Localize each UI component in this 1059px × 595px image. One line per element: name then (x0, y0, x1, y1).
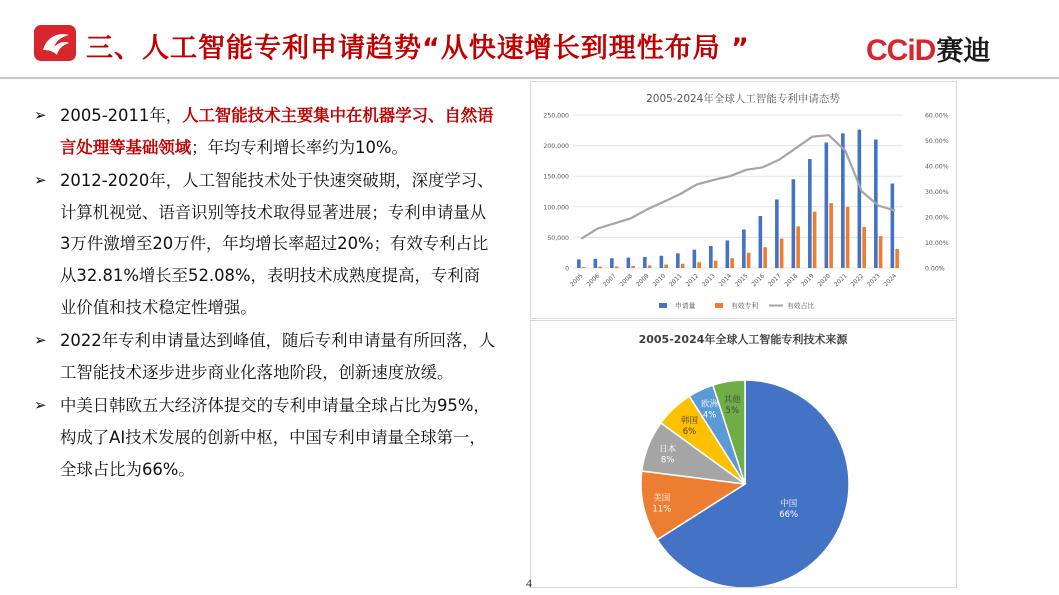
brand-logo (866, 29, 990, 68)
bar-申请量 (742, 229, 746, 268)
x-tick-label: 2011 (667, 272, 684, 289)
bar-有效专利 (697, 262, 701, 268)
pie-label: 中国 (780, 499, 798, 509)
brand-latin: CCiD (866, 34, 936, 67)
bar-申请量 (808, 159, 812, 268)
x-tick-label: 2006 (585, 272, 602, 289)
bar-申请量 (825, 143, 829, 268)
bar-申请量 (643, 257, 647, 268)
x-tick-label: 2008 (618, 272, 635, 289)
bar-有效专利 (648, 265, 652, 268)
bar-有效专利 (615, 266, 619, 268)
legend-swatch (659, 303, 667, 308)
legend-label: 有效占比 (787, 302, 815, 310)
bar-有效专利 (631, 266, 635, 268)
bullet-highlight: 人工智能技术主要集中在机器学习、自然语言处理等基础领域 (60, 106, 494, 157)
trend-chart (531, 82, 956, 318)
bar-有效专利 (730, 258, 734, 268)
chart-title: 2005-2024年全球人工智能专利申请态势 (646, 93, 840, 105)
bar-申请量 (759, 216, 763, 268)
arrow-bullet-icon: ➢ (34, 106, 47, 124)
x-tick-label: 2024 (882, 272, 899, 289)
arrow-bullet-icon: ➢ (34, 396, 47, 415)
bar-申请量 (693, 250, 697, 268)
bar-有效专利 (796, 226, 800, 268)
bar-有效专利 (895, 249, 899, 268)
pie-percent: 5% (725, 405, 740, 416)
source-pie-panel (530, 320, 957, 588)
bar-有效专利 (747, 253, 751, 268)
bar-申请量 (660, 256, 664, 268)
bar-有效专利 (813, 212, 817, 268)
y-tick-label: 250,000 (543, 112, 569, 120)
bar-有效专利 (879, 236, 883, 268)
bullet-item (34, 390, 496, 485)
bullet-text: 中美日韩欧五大经济体提交的专利申请量全球占比为95%，构成了AI技术发展的创新中枢，中国专利申请量全球第一，全球占比为66%。 (60, 396, 490, 479)
pie-label: 美国 (653, 493, 671, 504)
bullet-text-tail: ；年均专利增长率约为10%。 (191, 137, 408, 157)
bar-申请量 (627, 258, 631, 268)
header-divider (0, 77, 1059, 79)
bar-有效专利 (846, 207, 850, 268)
arrow-bullet-icon: ➢ (34, 171, 47, 190)
bullet-item (34, 325, 496, 388)
pie-label: 欧洲 (701, 399, 719, 410)
x-tick-label: 2007 (601, 272, 618, 289)
slide-title: 三、人工智能专利申请趋势“从快速增长到理性布局 ” (86, 33, 750, 64)
bar-申请量 (610, 258, 614, 268)
x-tick-label: 2022 (849, 272, 866, 289)
y2-tick-label: 20.00% (925, 214, 949, 222)
bullet-list (34, 100, 496, 487)
y-tick-label: 0 (565, 265, 569, 273)
bar-申请量 (577, 259, 581, 268)
x-tick-label: 2010 (651, 272, 668, 289)
page-number: 4 (526, 576, 532, 590)
bar-申请量 (775, 199, 779, 268)
x-tick-label: 2018 (783, 272, 800, 289)
y2-tick-label: 50.00% (925, 138, 949, 145)
x-tick-label: 2012 (684, 272, 701, 289)
bullet-text: 2022年专利申请量达到峰值，随后专利申请量有所回落，人工智能技术逐步进步商业化落地阶段，创新速度放缓。 (60, 331, 496, 382)
pie-percent: 4% (702, 410, 717, 421)
x-tick-label: 2016 (750, 272, 767, 289)
y-tick-label: 150,000 (543, 173, 569, 181)
bar-申请量 (676, 253, 680, 268)
x-tick-label: 2017 (766, 272, 783, 289)
arrow-bullet-icon: ➢ (34, 331, 47, 350)
y-tick-label: 50,000 (547, 234, 569, 242)
pie-percent: 66% (779, 510, 799, 520)
x-tick-label: 2023 (865, 272, 882, 289)
x-tick-label: 2009 (634, 272, 651, 289)
bar-有效专利 (598, 267, 602, 268)
x-tick-label: 2013 (700, 272, 717, 289)
bar-有效专利 (862, 227, 866, 268)
bar-有效专利 (582, 267, 586, 268)
x-tick-label: 2020 (816, 272, 833, 289)
x-tick-label: 2019 (799, 272, 816, 289)
bar-有效专利 (714, 261, 718, 268)
bar-有效专利 (829, 203, 833, 268)
y2-tick-label: 40.00% (925, 163, 949, 171)
bar-申请量 (792, 179, 796, 268)
legend-label: 有效专利 (731, 302, 759, 310)
bar-有效专利 (681, 264, 685, 268)
chart-title: 2005-2024年全球人工智能专利技术来源 (638, 333, 848, 346)
bar-申请量 (841, 133, 845, 268)
bar-有效专利 (780, 239, 784, 268)
pie-label: 其他 (723, 394, 741, 405)
brand-zh: 赛迪 (936, 36, 991, 66)
legend-swatch (715, 303, 723, 308)
logo-icon (34, 25, 76, 61)
source-pie-chart (531, 321, 956, 587)
bar-有效专利 (664, 265, 668, 268)
bar-有效专利 (763, 247, 767, 268)
pie-percent: 6% (682, 426, 697, 437)
x-tick-label: 2021 (832, 272, 849, 289)
bullet-item (34, 165, 496, 323)
trend-chart-panel (530, 81, 957, 319)
bullet-item (34, 100, 496, 163)
bar-申请量 (709, 246, 713, 268)
y-tick-label: 200,000 (543, 143, 569, 151)
x-tick-label: 2014 (717, 272, 734, 289)
pie-percent: 11% (652, 504, 672, 515)
y2-tick-label: 0.00% (925, 265, 945, 273)
slide-header (0, 0, 1059, 80)
bar-申请量 (858, 130, 862, 268)
y2-tick-label: 10.00% (925, 240, 949, 247)
bullet-text: 2005-2011年， (60, 106, 183, 125)
pie-label: 韩国 (680, 415, 699, 426)
pie-label: 日本 (659, 444, 677, 455)
bar-申请量 (891, 184, 895, 268)
bar-申请量 (594, 259, 598, 268)
bullet-text: 2012-2020年，人工智能技术处于快速突破期，深度学习、计算机视觉、语音识别等技术取得显著进展；专利申请量从3万件激增至20万件，年均增长率超过20%；有效专利占比从32.81%增长至52.08%，表明技术成熟度提高，专利商业价值和技术稳定性增强。 (60, 171, 494, 317)
y2-tick-label: 60.00% (925, 112, 949, 120)
y2-tick-label: 30.00% (925, 189, 949, 196)
legend-label: 申请量 (675, 302, 696, 310)
x-tick-label: 2015 (733, 272, 750, 289)
pie-percent: 8% (660, 455, 675, 466)
x-tick-label: 2005 (568, 272, 585, 289)
y-tick-label: 100,000 (543, 204, 569, 212)
bar-申请量 (726, 240, 730, 268)
